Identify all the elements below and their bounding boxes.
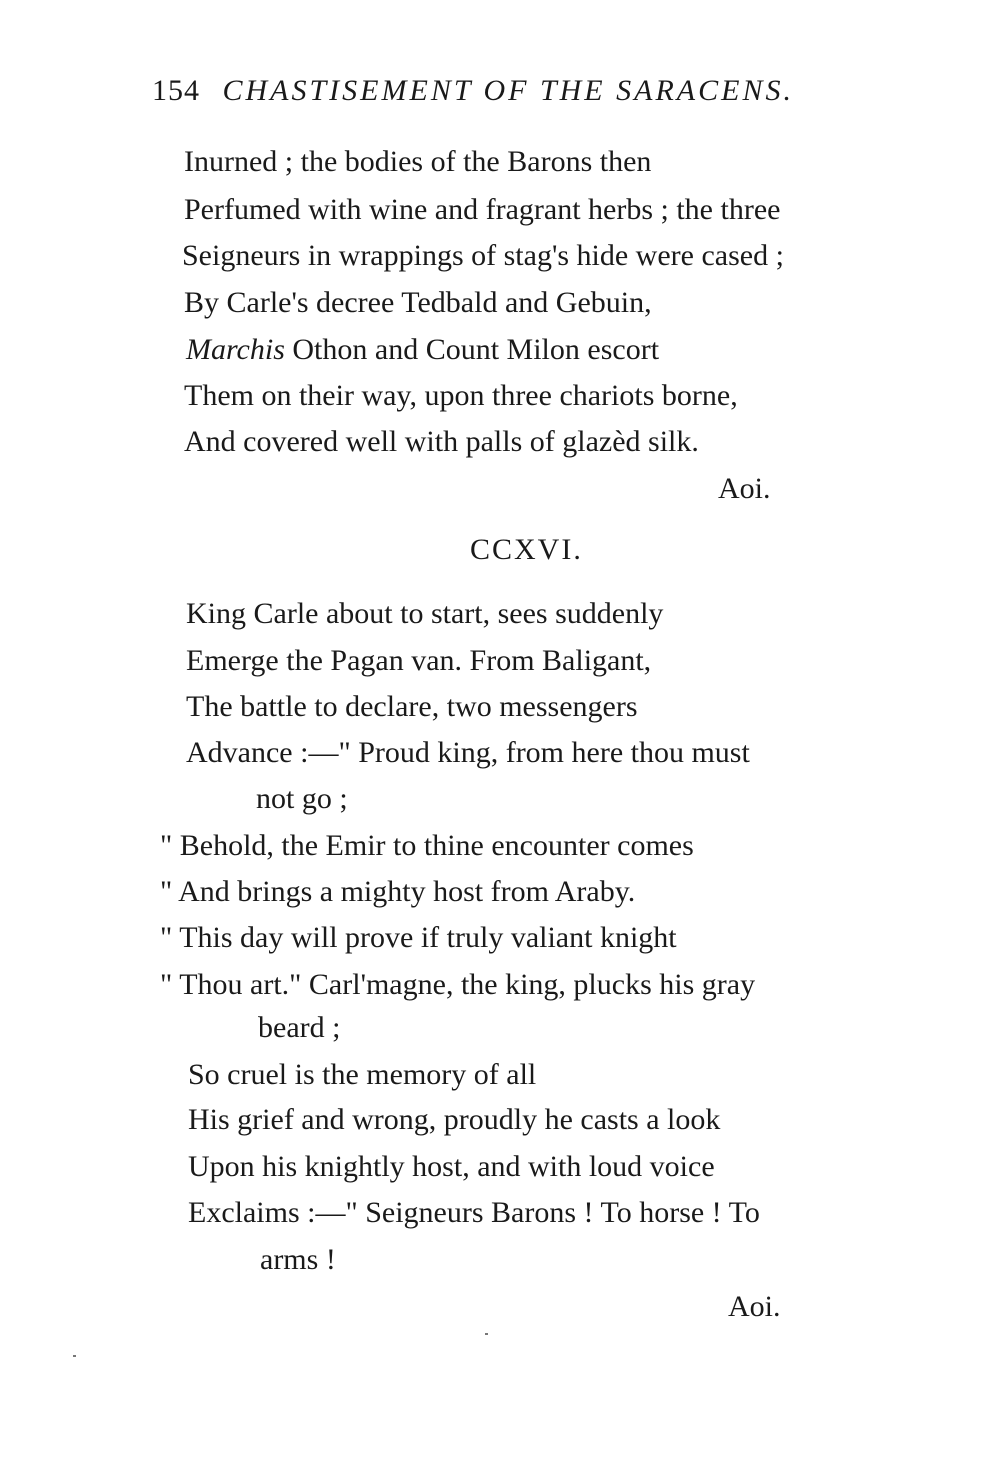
verse-line: Emerge the Pagan van. From Baligant, [186,644,652,677]
verse-line: Seigneurs in wrappings of stag's hide were cased ; [182,239,784,272]
verse-line-continuation: arms ! [260,1243,336,1276]
verse-line: Perfumed with wine and fragrant herbs ; the three [184,193,781,226]
verse-line: Inurned ; the bodies of the Barons then [184,145,652,178]
page-number: 154 [152,74,200,107]
verse-line: " And brings a mighty host from Araby. [160,875,636,908]
verse-line: " This day will prove if truly valiant knight [160,921,677,954]
verse-line: By Carle's decree Tedbald and Gebuin, [184,286,652,319]
verse-line: So cruel is the memory of all [188,1058,537,1091]
section-heading: CCXVI. [470,533,583,566]
verse-line: Them on their way, upon three chariots borne, [184,379,738,412]
print-speck [485,1333,488,1335]
print-speck [73,1355,76,1357]
aoi-refrain: Aoi. [728,1290,781,1323]
verse-line-continuation: not go ; [256,782,348,815]
aoi-refrain: Aoi. [718,472,771,505]
verse-line: The battle to declare, two messengers [186,690,638,723]
verse-line-rest: Othon and Count Milon escort [284,333,660,366]
page-header [152,74,794,108]
running-title: CHASTISEMENT OF THE SARACENS. [222,74,794,107]
verse-line [186,332,659,368]
verse-line: And covered well with palls of glazèd silk. [184,425,699,458]
verse-line: " Behold, the Emir to thine encounter comes [160,829,694,862]
verse-line: Upon his knightly host, and with loud voice [188,1150,715,1183]
verse-line: Advance :—" Proud king, from here thou must [186,736,750,769]
italic-word: Marchis [186,333,285,366]
verse-line: King Carle about to start, sees suddenly [186,597,664,630]
verse-line: His grief and wrong, proudly he casts a look [188,1103,721,1136]
verse-line: Exclaims :—" Seigneurs Barons ! To horse ! To [188,1196,760,1229]
verse-line: " Thou art." Carl'magne, the king, plucks his gray [160,968,756,1001]
verse-line-continuation: beard ; [258,1011,341,1044]
